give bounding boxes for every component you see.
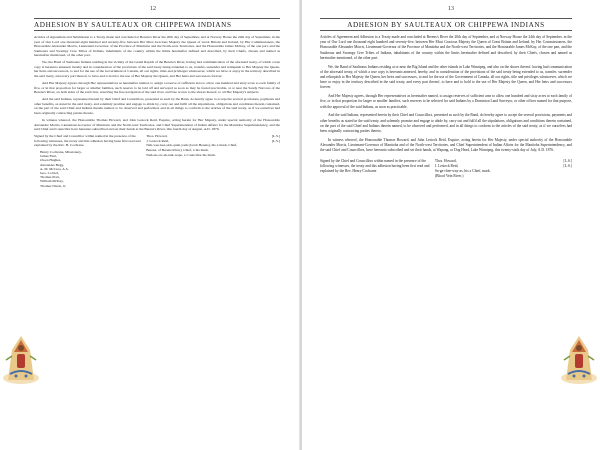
seal-mark: [L.S.] — [271, 138, 280, 143]
signatory-name: Thos. Howard, — [434, 159, 457, 164]
warrior-illustration-icon — [0, 330, 42, 386]
signatory-name: Sa-ga-chee-way-as, his x Chief, mark. — [434, 169, 491, 174]
paragraph: And the said Indians, represented herein by their Chief and Councillors, presented as such by the Band, do hereby agree to accept the several provisions, payments and other benefits as stated in the said treaty, and solemnly promise and engage to abide by, carry out and fulfil all the stipulations, obligations and conditions therein contained, on the part of the said Chief and Indians therein named, to be observed and performed, and in all things to conform to the articles of the said treaty, as if we ourselves had been originally contracting parties thereto. — [320, 113, 572, 134]
paragraph: We, the Band of Saulteaux Indians residing at or near the Big Island and the other islands in Lake Winnipeg, and also on the shores thereof, having had communication of the aforesaid treaty, of which a true copy is hereunto annexed, hereby, and in consideration of the provisions of the said treaty being extended to us, transfer, surrender and relinquish to Her Majesty the Queen, her heirs and successors, to and for the use of the Government of Canada, all our rights, title and privileges whatsoever, which we have or enjoy in the territory described in the said treaty, and every part thereof, to have and to hold to the use of Her Majesty the Queen, and Her heirs and successors forever. — [320, 64, 572, 90]
seal-mark: [L.S.] — [563, 164, 572, 169]
witness-name: Geo. Colcief, — [40, 171, 60, 176]
signature-block — [34, 134, 280, 187]
page-title: ADHESION BY SAULTEAUX OR CHIPPEWA INDIANS — [320, 18, 572, 31]
page-content — [34, 18, 280, 436]
paragraph: And Her Majesty agrees, through Her representatives as hereinafter named, to assign reserves of sufficient area to allow one hundred and sixty acres to each family of five, or in that proportion for larger or smaller families, such reserves to be selected for said Indians by a Dominion Land Surveyor, or other officer named for that purpose, with the approval of the said Indians, as soon as practicable. — [320, 94, 572, 109]
paragraph: Articles of Agreement and Submission to a Treaty made and concluded at Berens's River the 20th day of September, and at Norway House the 24th day of September, in the year of Our Lord one thousand eight hundred and seventy-five between Her Most Gracious Majesty the Queen of Great Britain and Ireland, by Her Commissioners, the Honourable Alexander Morris, Lieutenant-Governor of the Province of Manitoba and the North-west Territories, and the Honourable James McKay, of the one part, and the Saulteaux and Swampy Cree Tribes of Indians, inhabitants of the country within the limits hereinafter defined and described, by their Chiefs, chosen and named as hereinafter mentioned, of the other part. — [34, 35, 280, 58]
paragraph: In witness whereof, the Honourable Thomas Howard, and John Lestock Reid, Esquire, acting herein for Her Majesty, under special authority of the Honourable Alexander Morris, Lieutenant-Governor of Manitoba and the North-west Territories, and Chief Superintendent of Indian Affairs for the Manitoba Superintendency, and the said Chief and Councillor have hereunto subscribed and set their hands at the Berens's River, this fourth day of August, A.D. 1876. — [34, 118, 280, 132]
page-content — [320, 18, 572, 436]
paragraph: Articles of Agreement and Adhesion to a Treaty made and concluded at Berens's River the 20th day of September, and at Norway House the 24th day of September, in the year of Our Lord one thousand eight hundred and seventy-five, between Her Most Gracious Majesty the Queen of Great Britain and Ireland, by Her Commissioners, the Honourable Alexander Morris, Lieutenant-Governor of the Province of Manitoba and the North-west Territories, and the Honourable James McKay, of the one part, and the Saulteaux and Swampy Cree Tribes of Indians, inhabitants of the country within the limits hereinafter defined and described, by their Chiefs, chosen and named as hereinafter mentioned, of the other part. — [320, 35, 572, 60]
signature-block — [320, 159, 572, 179]
warrior-illustration-icon — [558, 330, 600, 386]
signatory-name: J. Lestock Reid, — [434, 164, 459, 169]
signatory-column — [435, 159, 572, 179]
paragraph: In witness whereof, the Honourable Thomas Howard, and John Lestock Reid, Esquire, acting herein for Her Majesty, under special authority of the Honourable Alexander Morris, Lieutenant-Governor of Manitoba and of the North-west Territories, and Chief Superintendent of Indian Affairs for the Manitoba Superintendency, and the said Chief and Councillors, have hereunto subscribed and set their hands, at Wapang, or Dog Head, Lake Winnipeg, this twenty-sixth day of July, A.D. 1876. — [320, 137, 572, 153]
witness-column — [320, 159, 431, 179]
right-page — [302, 0, 600, 450]
witness-name: Thomas Pratt, — [40, 175, 60, 180]
seal-mark: [L.S.] — [563, 159, 572, 164]
seal-mark: [L.S.] — [271, 134, 280, 139]
witness-name: Henry Cochrane, Missionary, — [40, 150, 82, 154]
paragraph: And the said Indians, represented herein by their Chief and Councillors, presented as such by the Band, do hereby agree to accept the several provisions, payments and other benefits, as stated in the said treaty, and solemnly promise and engage to abide by, carry out and fulfil all the stipulations, obligations and conditions therein contained, on the part of the said Chief and Indians therein named, to be observed and performed, and in all things to conform to the articles of the said treaty, as if we ourselves had been originally contracting parties thereto. — [34, 97, 280, 115]
signatory-name: J. Lestock Reid, — [146, 138, 170, 143]
signatory-name: (Blood Vein River.) — [434, 174, 464, 179]
signature-intro: Signed by the Chief and Councillor within named in the presence of the following witnesses, the treaty and this adhesion having been first read and explained by the Rev. H. Cochrane. — [34, 134, 141, 148]
signature-intro: Signed by the Chief and Councillors within named in the presence of the following witnesses, the treaty and this adhesion having been first read and explained by the Rev. Henry Cochrane — [320, 159, 430, 174]
signatory-name: Thos. Howard, — [146, 134, 168, 139]
witness-name: Owen Hughes, — [40, 158, 62, 163]
signatory-name: Berens, of Berens River), Chief, x his mark. — [146, 148, 209, 152]
page-number: 12 — [150, 6, 156, 12]
witness-name: Alexander Begg, — [40, 162, 65, 167]
paragraph: And Her Majesty agrees, through Her representatives as hereinafter named, to assign a reserve of sufficient area to allow one hundred and sixty acres to each family of five, or in that proportion for larger or smaller families, such reserve to be laid off and surveyed as soon as may be found practicable, at or near the Sandy Narrows of the Berens's River, on both sides of the said river, reserving the free navigation of the said river, and free access to the shores thereof, to all Her Majesty's subjects. — [34, 81, 280, 95]
witness-name: Thomas Nixon, Jr. — [40, 183, 67, 188]
page-title: ADHESION BY SAULTEAUX OR CHIPPEWA INDIANS — [34, 18, 280, 31]
witness-name: William McKay, — [40, 179, 64, 184]
paragraph: We, the Band of Saulteaux Indians residing in the vicinity of the Grand Rapids of the Berens's River, having had communication of the aforesaid treaty, of which a true copy is hereunto annexed, hereby and in consideration of the provisions of the said treaty being extended to us, transfer, surrender and relinquish to Her Majesty the Queen, her heirs and successors, to and for the use of the Government of Canada, all our rights, titles and privileges whatsoever, which we have or enjoy in the territory described in the said treaty, and every part thereof, to have and to hold to the use of Her Majesty the Queen, and Her heirs and successors forever. — [34, 60, 280, 78]
witness-list — [34, 150, 142, 188]
signatory-name: Nuh-ak-ow-ah-nuk-wape, x Councillor his mark. — [146, 152, 216, 157]
witness-name: A. M. McCrea, A.S. — [40, 166, 69, 171]
signatory-column — [146, 134, 280, 187]
page-number: 13 — [448, 6, 454, 12]
signatory-name: Nah-wee-kee-sick-quah-yash (Jacob Berens), his x mark, Chief, — [146, 143, 238, 148]
witness-name: James Flett, — [40, 154, 57, 159]
witness-column — [34, 134, 142, 187]
